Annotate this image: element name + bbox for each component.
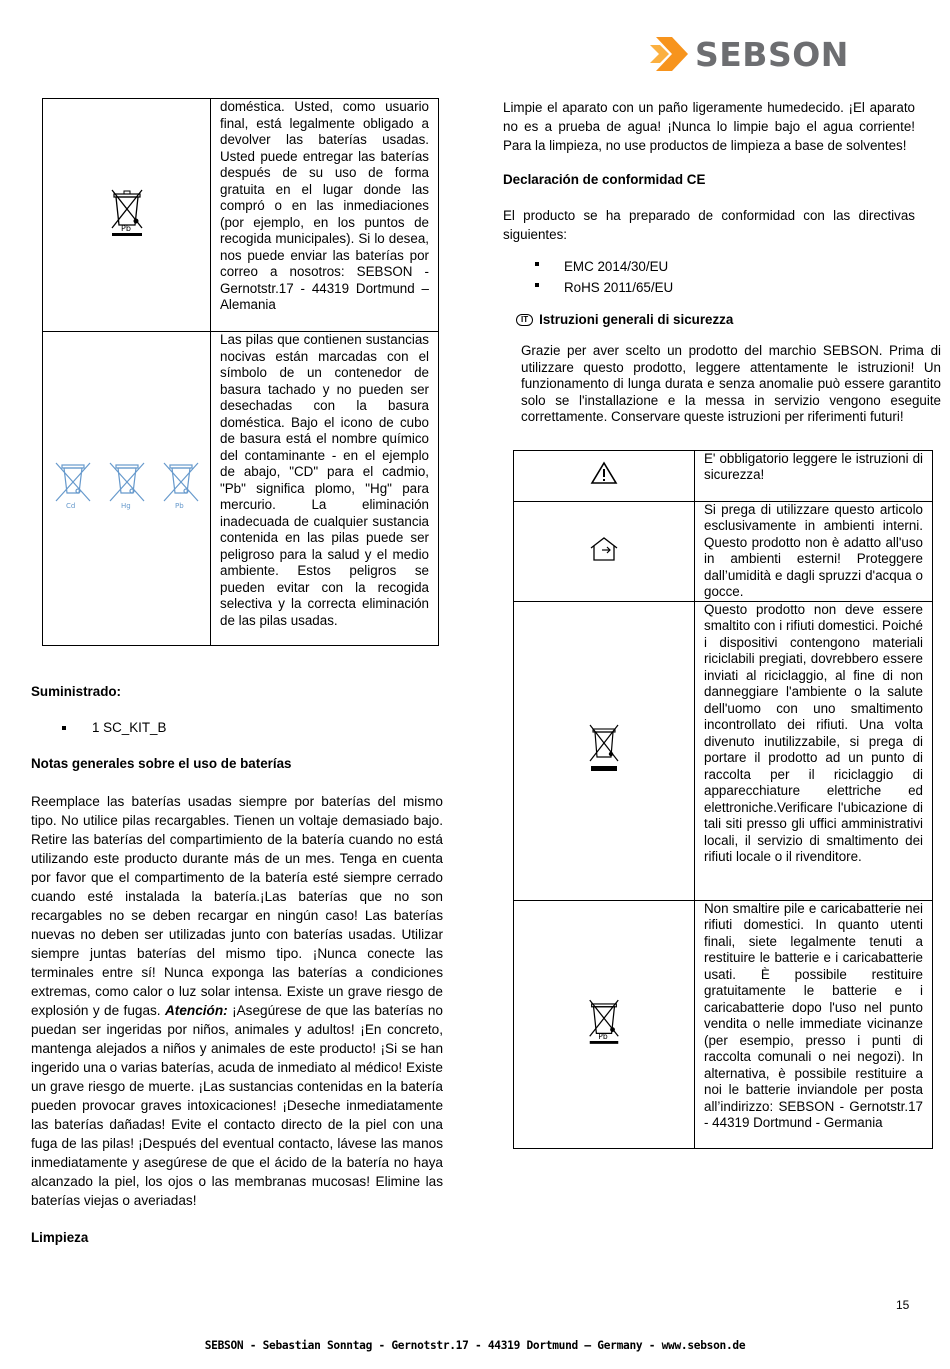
ce-directives-list	[535, 256, 941, 298]
battery-notes-part1: Reemplace las baterías usadas siempre por baterías del mismo tipo. No utilice pilas recargables. Tienen un voltaje demasiado bajo. Retire las baterías del compartimiento de la batería cuando no está utilizando este producto durante más de un mes. Tenga en cuenta por favor que el compartimento de la batería esté siempre cerrado cuando esté instalada la batería.¡Las baterías que no son recargables no se deben recargar en ningún caso! Las baterías nuevas no deben ser utilizadas junto con baterías usadas. Utilizar siempre juntas baterías del mismo tipo. ¡Nunca conecte las terminales entre sí! Nunca exponga las baterías a condiciones extremas, como calor o luz solar intensa. Existe un grave riesgo de explosión y de fugas.	[31, 793, 443, 1018]
table-cell-icon	[514, 601, 695, 900]
table-cell-text: Las pilas que contienen sustancias nocivas están marcadas con el símbolo de un contenedor de basura tachado y no pueden ser desechadas con la basura doméstica. Bajo el icono de cubo de basura está el nombre químico del contaminante - en el ejemplo de abajo, "CD" para el cadmio, "Pb" significa plomo, "Hg" para mercurio. La eliminación inadecuada de cualquier sustancia contenida en las pilas puede ser peligroso para la salud y el medio ambiente. Estos peligros se pueden evitar con la recogida selectiva y la correcta eliminación de las pilas usadas.	[211, 332, 439, 646]
it-language-badge: IT	[516, 314, 533, 326]
battery-notes-part2: ¡Asegúrese de que las baterías no puedan ser ingeridas por niños, animales y adultos! ¡En concreto, mantenga alejados a niños y animales de este producto! ¡Si se han ingerido una o varias baterías, acuda de inmediato al médico! Existe un grave riesgo de muerte. ¡Las sustancias contenidas en la batería pueden provocar graves intoxicaciones! ¡Deseche inmediatamente las baterías dañadas! Evite el contacto directo de la piel con una fuga de las pilas! ¡Después del eventual contacto, lávese las manos inmediatamente y asegúrese de que el ácido de la batería no haya alcanzado la piel, los ojos o las membranas mucosas! Elimine las baterías viejas o averiadas!	[31, 1002, 443, 1208]
supplied-heading: Suministrado:	[31, 684, 122, 699]
sebson-chevron-icon	[650, 35, 694, 73]
table-cell-text: doméstica. Usted, como usuario final, está legalmente obligado a devolver las baterías usadas. Usted puede entregar las baterías después de su uso de forma gratuita en el lugar donde las compró o en las inmediaciones (por ejemplo, en los puntos de recogida municipales). Si lo desea, nos puede enviar las baterías por correo a nosotros: SEBSON - Gernotstr.17 - 44319 Dortmund – Alemania	[211, 99, 439, 332]
table-row	[514, 900, 933, 1148]
table-cell-icon	[514, 900, 695, 1148]
page-number: 15	[896, 1298, 910, 1312]
crossed-bin-bar-icon	[587, 723, 621, 773]
brand-name: SEBSON	[695, 34, 849, 74]
table-row	[43, 99, 439, 332]
supplied-list	[62, 720, 443, 737]
list-item: EMC 2014/30/EU	[535, 256, 941, 277]
table-row	[514, 450, 933, 501]
list-item: 1 SC_KIT_B	[62, 720, 443, 737]
svg-text:Pb: Pb	[120, 223, 131, 233]
ce-heading: Declaración de conformidad CE	[503, 172, 706, 187]
ce-text: El producto se ha preparado de conformidad con las directivas siguientes:	[503, 207, 915, 242]
battery-notes-text	[31, 792, 443, 1210]
svg-text:Pb: Pb	[598, 1031, 608, 1041]
label-cd: Cd	[65, 502, 75, 511]
table-cell-icon	[514, 450, 695, 501]
es-disposal-table	[42, 98, 439, 646]
label-hg: Hg	[120, 502, 131, 511]
table-cell-icon	[43, 332, 211, 646]
table-cell-text: Si prega di utilizzare questo articolo esclusivamente in ambienti interni. Questo prodotto non è adatto all'uso in ambienti esterni! Proteggere dall’umidità e dagli spruzzi d'acqua o gocce.	[695, 501, 933, 601]
table-cell-text: Questo prodotto non deve essere smaltito con i rifiuti domestici. Poiché i dispositivi contengono materiali riciclabili pregiati, dovrebbero essere inviati al riciclaggio, al fine di non danneggiare l'ambiente o la salute dell'uomo con uno smaltimento incontrollato dei rifiuti. Una volta divenuto inutilizzabile, si prega di portare il prodotto ad un punto di raccolta per il riciclaggio di apparecchiature elettriche ed elettroniche.Verificare l'ubicazione di tali siti presso gli uffici amministrativi locali, il servizio di smaltimento dei rifiuti locale o il rivenditore.	[695, 601, 933, 900]
it-heading-row	[516, 312, 941, 329]
right-column	[503, 98, 941, 1149]
battery-notes-heading: Notas generales sobre el uso de baterías	[31, 756, 292, 771]
attention-label: Atención:	[164, 1002, 228, 1018]
crossed-bin-pb-icon	[585, 996, 623, 1048]
table-row	[43, 332, 439, 646]
cleaning-heading: Limpieza	[31, 1229, 89, 1245]
it-heading: Istruzioni generali di sicurezza	[539, 311, 734, 327]
list-item: RoHS 2011/65/EU	[535, 277, 941, 298]
page-footer: SEBSON - Sebastian Sonntag - Gernotstr.17 - 44319 Dortmund – Germany - www.sebson.de	[204, 1339, 746, 1352]
table-row	[514, 501, 933, 601]
crossed-bins-cd-hg-pb-icon	[52, 461, 202, 511]
left-column	[31, 0, 443, 1246]
brand-logo	[650, 34, 860, 74]
warning-triangle-icon	[590, 461, 618, 485]
table-cell-text: E' obbligatorio leggere le istruzioni di sicurezza!	[695, 450, 933, 501]
table-row	[514, 601, 933, 900]
it-intro-text: Grazie per aver scelto un prodotto del marchio SEBSON. Prima di utilizzare questo prodotto, leggere attentamente le istruzioni! Un funzionamento di lunga durata e senza anomalie può essere garantito solo se l'installazione e la messa in servizio vengono eseguite correttamente. Conservare queste istruzioni per riferimenti futuri!	[521, 343, 941, 424]
label-pb: Pb	[174, 502, 184, 511]
indoor-house-icon	[588, 535, 620, 563]
it-safety-table	[513, 450, 933, 1149]
crossed-bin-pb-icon	[107, 187, 147, 239]
table-cell-icon	[514, 501, 695, 601]
table-cell-icon	[43, 99, 211, 332]
cleaning-text: Limpie el aparato con un paño ligeramente humedecido. ¡El aparato no es a prueba de agua! ¡Nunca lo limpie bajo el agua corriente! Para la limpieza, no use productos de limpieza a base de solventes!	[503, 100, 915, 153]
table-cell-text: Non smaltire pile e caricabatterie nei rifiuti domestici. In quanto utenti finali, siete legalmente tenuti a restituire le batterie e i caricabatterie usati. È possibile restituire gratuitamente le batterie e i caricabatterie dopo l'uso nel punto vendita o nelle immediate vicinanze (per esempio, presso i punti di raccolta comunali o nei negozi). In alternativa, è possibile restituire a noi le batterie inviandole per posta all’indirizzo: SEBSON - Gernotstr.17 - 44319 Dortmund - Germania	[695, 900, 933, 1148]
